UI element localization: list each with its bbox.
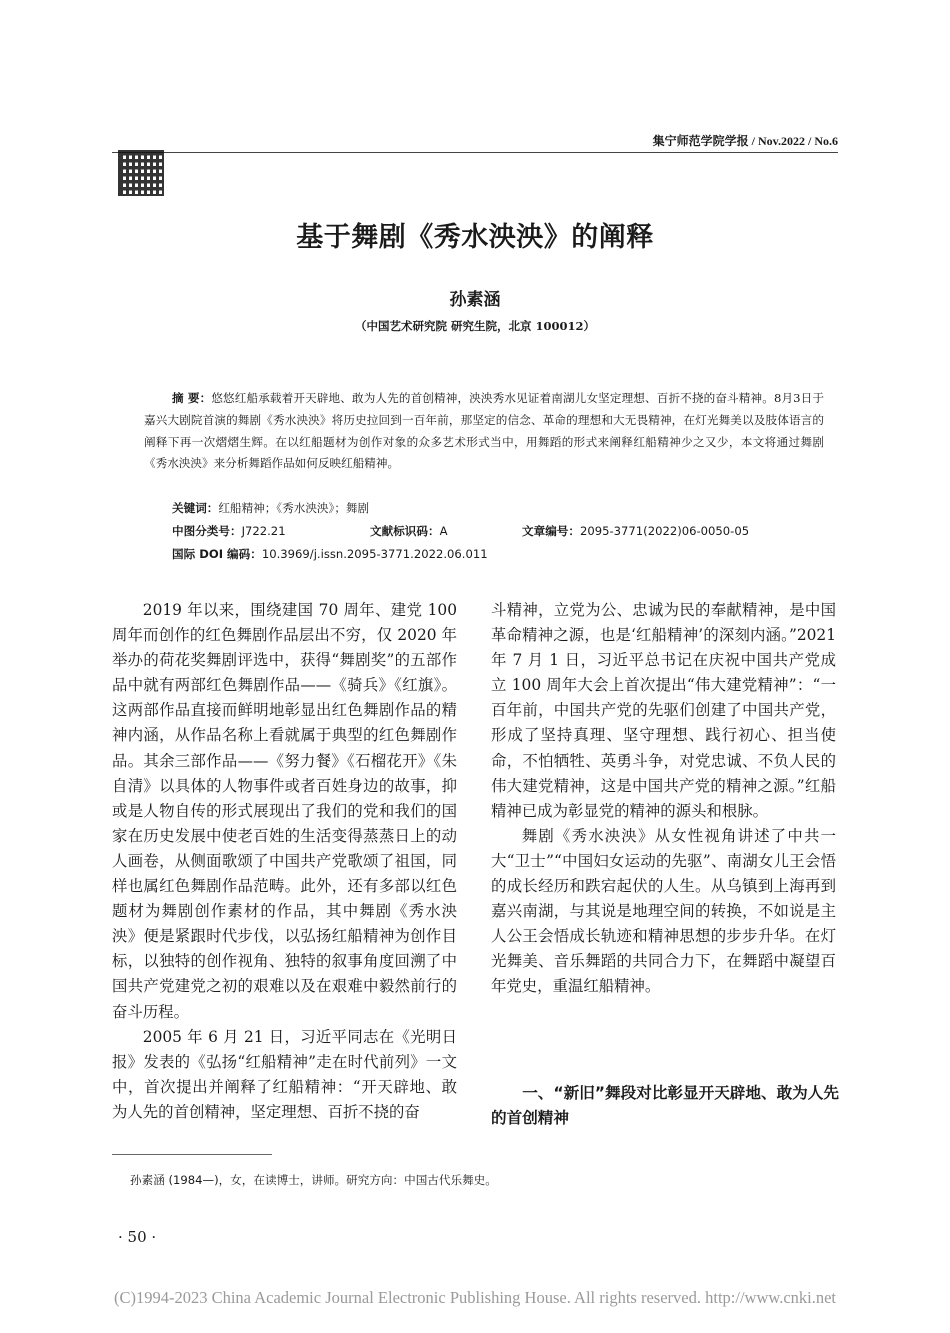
abstract: [144, 388, 824, 475]
body-paragraph: 斗精神，立党为公、忠诚为民的奉献精神，是中国革命精神之源，也是‘红船精神’的深刻内涵。”2021 年 7 月 1 日，习近平总书记在庆祝中国共产党成立 100 周年大会上首次提出“伟大建党精神”：“一百年前，中国共产党的先驱们创建了中国共产党，形成了坚持真理、坚守理想、践行初心、担当使命，不怕牺牲、英勇斗争，对党忠诚、不负人民的伟大建党精神，这是中国共产党的精神之源。”红船精神已成为彰显党的精神的源头和根脉。: [491, 601, 836, 820]
article-number: [522, 523, 749, 539]
journal-header: 集宁师范学院学报 / Nov.2022 / No.6: [652, 134, 838, 148]
footnote: 孙素涵 (1984—)，女，在读博士，讲师。研究方向：中国古代乐舞史。: [130, 1173, 497, 1187]
abstract-label: 摘 要：: [172, 391, 212, 405]
classification-label: 中图分类号：: [172, 524, 242, 538]
abstract-text: 悠悠红船承载着开天辟地、敢为人先的首创精神，泱泱秀水见证着南湖儿女坚定理想、百折不挠的奋斗精神。8月3日于嘉兴大剧院首演的舞剧《秀水泱泱》将历史拉回到一百年前，那坚定的信念、革命的理想和大无畏精神，在灯光舞美以及肢体语言的阐释下再一次熠熠生辉。在以红船题材为创作对象的众多艺术形式当中，用舞蹈的形式来阐释红船精神少之又少，本文将通过舞剧《秀水泱泱》来分析舞蹈作品如何反映红船精神。: [144, 391, 824, 471]
body-left-column: [112, 598, 457, 1125]
doi-label: 国际 DOI 编码：: [172, 547, 262, 561]
article-title: 基于舞剧《秀水泱泱》的阐释: [296, 222, 654, 253]
doc-code: [370, 523, 448, 539]
keywords: [172, 500, 369, 516]
qr-code-icon: [118, 150, 164, 196]
copyright-watermark: (C)1994-2023 China Academic Journal Electronic Publishing House. All rights reserved. http://www.cnki.net: [113, 1288, 837, 1307]
doc-code-label: 文献标识码：: [370, 524, 440, 538]
author-name: 孙素涵: [449, 290, 501, 310]
body-paragraph: 2019 年以来，围绕建国 70 周年、建党 100 周年而创作的红色舞剧作品层出不穷，仅 2020 年举办的荷花奖舞剧评选中，获得“舞剧奖”的五部作品中就有两部红色舞剧作品——《骑兵》《红旗》。这两部作品直接而鲜明地彰显出红色舞剧作品的精神内涵，从作品名称上看就属于典型的红色舞剧作品。其余三部作品——《努力餐》《石榴花开》《朱自清》以具体的人物事件或者百姓身边的故事，抑或是人物自传的形式展现出了我们的党和我们的国家在历史发展中使老百姓的生活变得蒸蒸日上的动人画卷，从侧面歌颂了中国共产党歌颂了祖国，同样也属红色舞剧作品范畴。此外，还有多部以红色题材为舞剧创作素材的作品，其中舞剧《秀水泱泱》便是紧跟时代步伐，以弘扬红船精神为创作目标，以独特的创作视角、独特的叙事角度回溯了中国共产党建党之初的艰难以及在艰难中毅然前行的奋斗历程。: [112, 601, 457, 1021]
body-paragraph: 舞剧《秀水泱泱》从女性视角讲述了中共一大“卫士”“中国妇女运动的先驱”、南湖女儿王会悟的成长经历和跌宕起伏的人生。从乌镇到上海再到嘉兴南湖，与其说是地理空间的转换，不如说是主人公王会悟成长轨迹和精神思想的步步升华。在灯光舞美、音乐舞蹈的共同合力下，在舞蹈中凝望百年党史，重温红船精神。: [491, 826, 836, 996]
doc-code-value: A: [439, 524, 448, 538]
doi-value: 10.3969/j.issn.2095-3771.2022.06.011: [261, 547, 488, 561]
affiliation: （中国艺术研究院 研究生院，北京 100012）: [354, 319, 595, 333]
article-number-value: 2095-3771(2022)06-0050-05: [579, 524, 750, 538]
section-heading: 一、“新旧”舞段对比彰显开天辟地、敢为人先的首创精神: [491, 1084, 839, 1127]
article-number-label: 文章编号：: [522, 524, 580, 538]
keywords-label: 关键词：: [172, 501, 219, 515]
body-right-column: [491, 598, 836, 1000]
page-number: · 50 ·: [118, 1228, 157, 1246]
doi: [172, 546, 488, 562]
header-rule: [112, 152, 838, 153]
keywords-text: 红船精神；《秀水泱泱》；舞剧: [218, 501, 370, 515]
classification: [172, 523, 286, 539]
body-paragraph: 2005 年 6 月 21 日，习近平同志在《光明日报》发表的《弘扬“红船精神”走在时代前列》一文中，首次提出并阐释了红船精神：“开天辟地、敢为人先的首创精神，坚定理想、百折不挠的奋: [112, 1027, 457, 1121]
footnote-rule: [112, 1154, 272, 1155]
classification-value: J722.21: [241, 524, 286, 538]
